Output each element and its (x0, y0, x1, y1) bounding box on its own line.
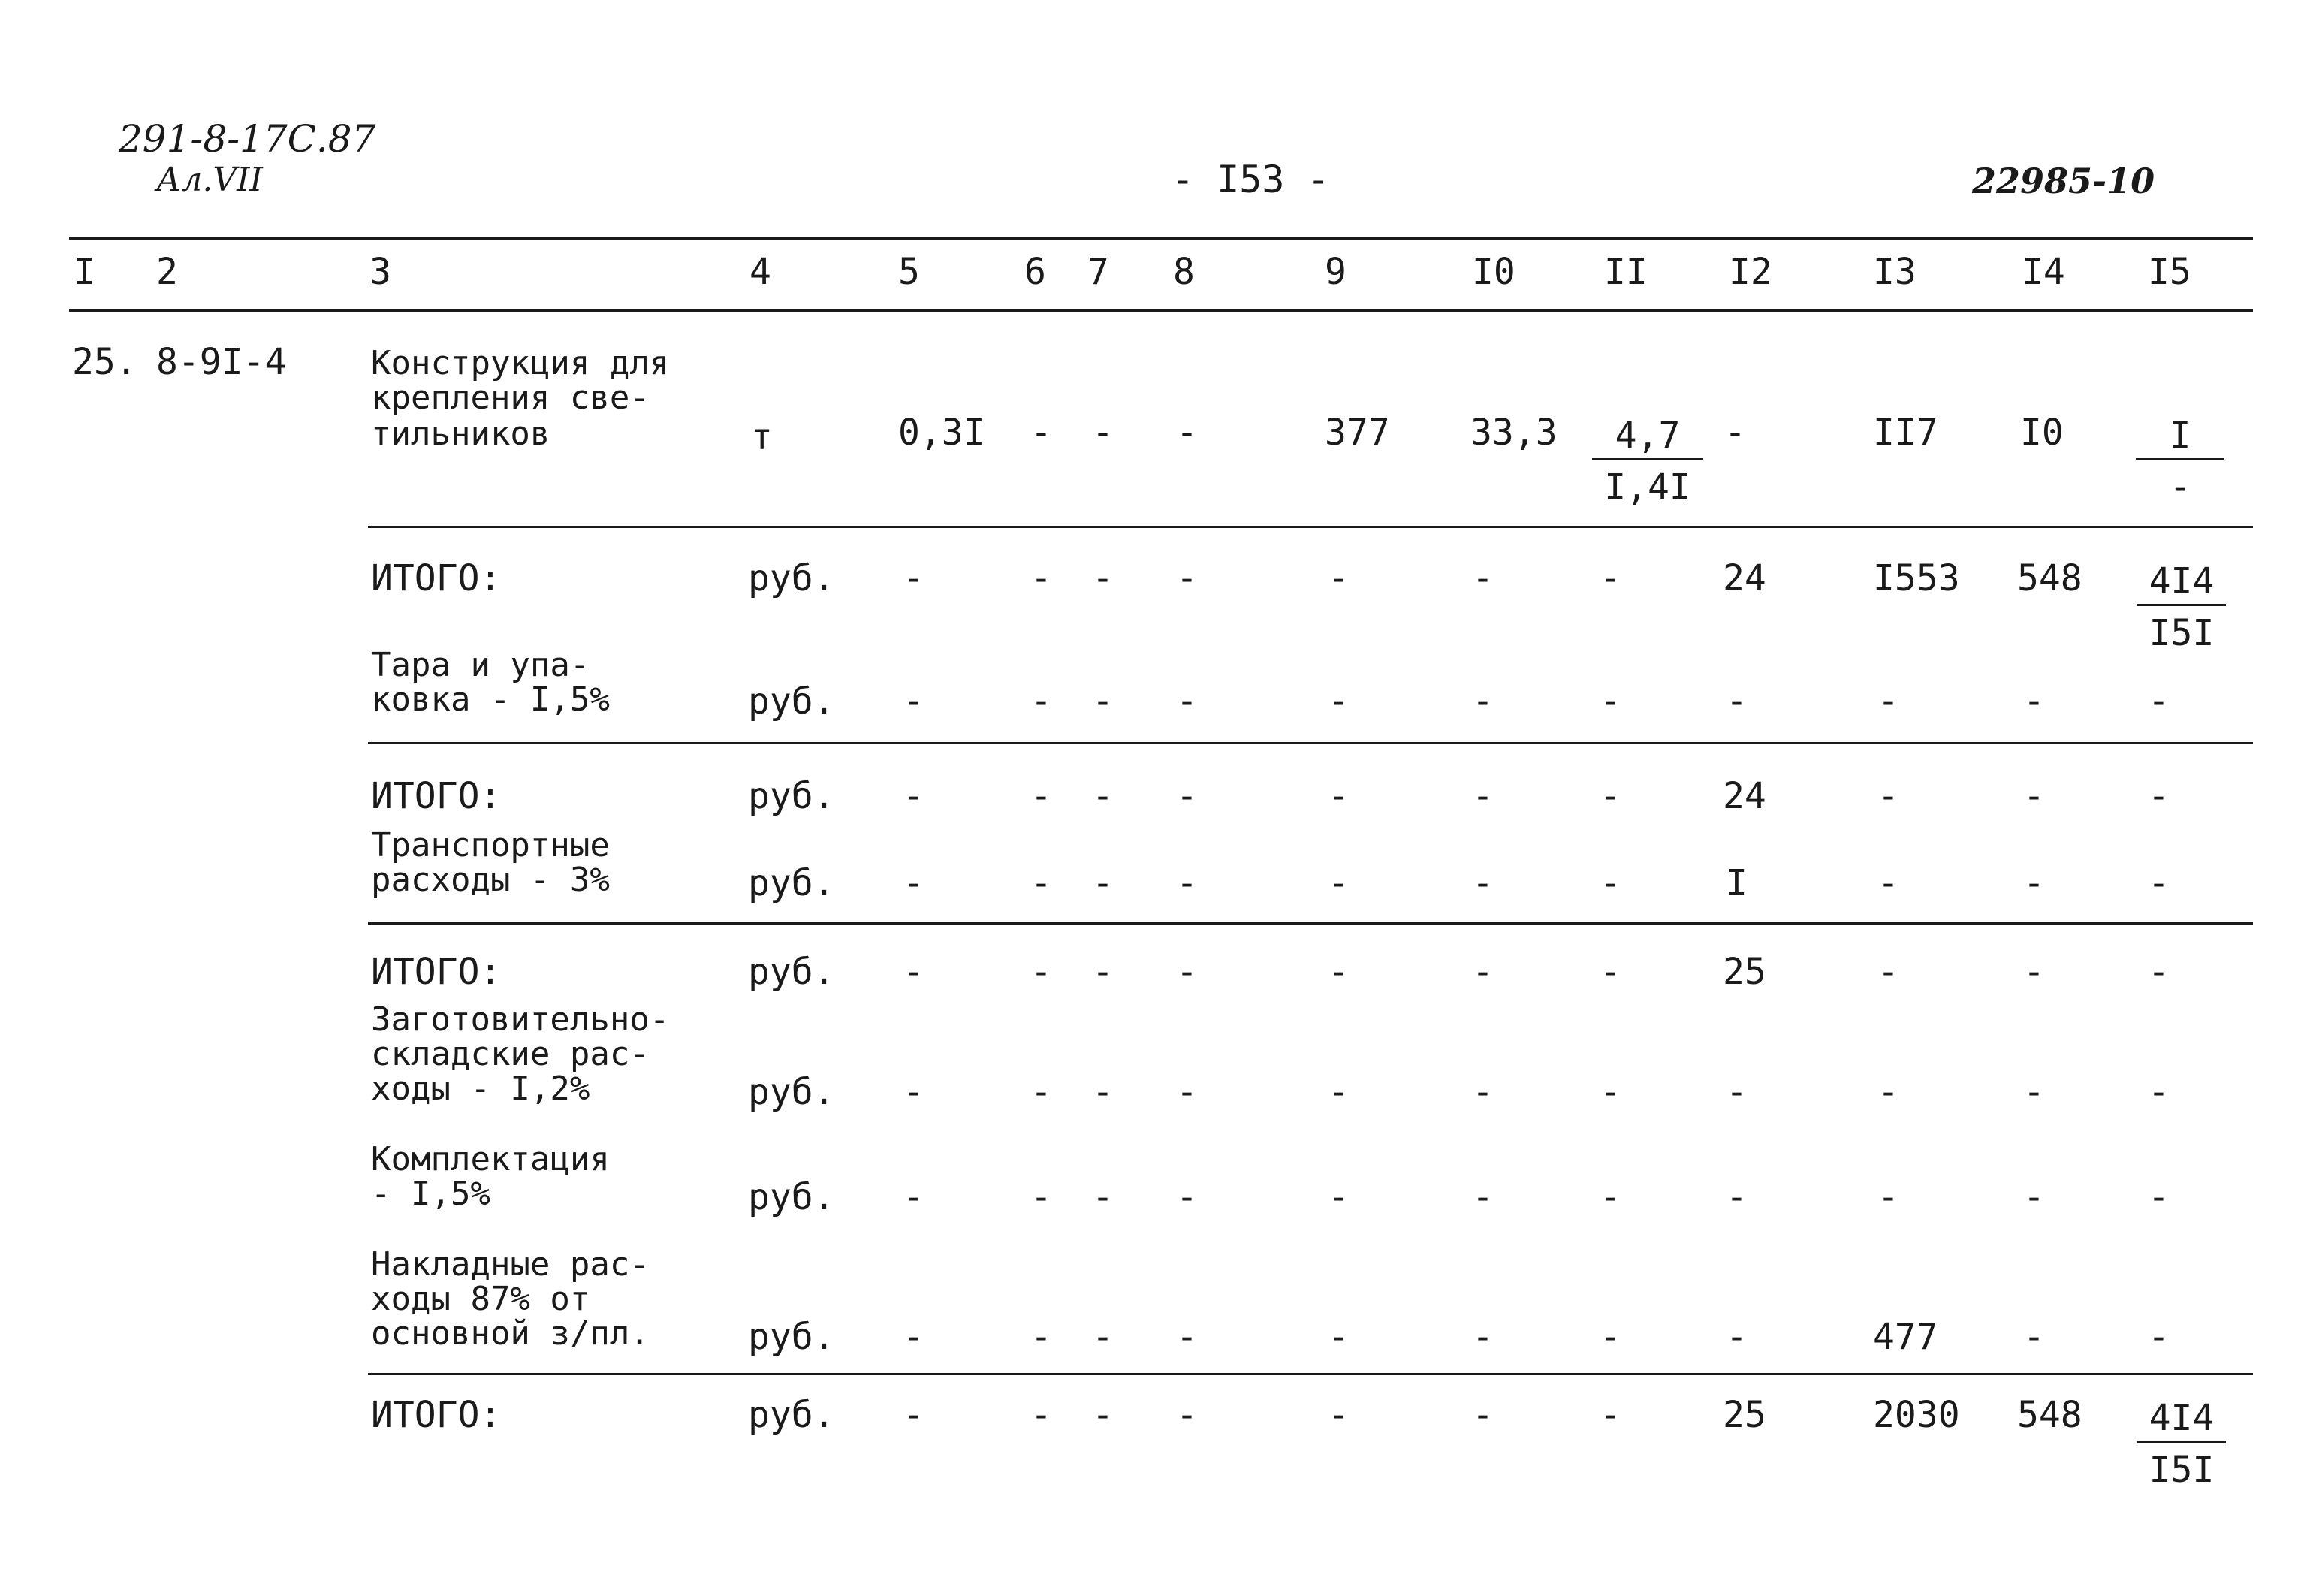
row-label-line: Тара и упа- (371, 646, 590, 684)
cell-dash: - (1328, 1394, 1350, 1436)
column-header: 8 (1173, 251, 1195, 293)
fraction-numerator: 4I4 (2137, 1397, 2226, 1443)
cell-dash: - (1092, 680, 1114, 723)
top-rule (69, 237, 2253, 240)
cell-dash: - (1092, 775, 1114, 817)
row-label-line: ходы 87% от (371, 1280, 590, 1318)
cell-dash: - (1328, 775, 1350, 817)
cell-dash: - (1176, 862, 1198, 904)
row-rule (368, 526, 2253, 528)
fraction-cell (1592, 415, 1703, 508)
cell-dash: - (903, 1176, 924, 1218)
cell-dash: - (1472, 1316, 1494, 1358)
cell-value: II7 (1873, 412, 1938, 454)
cell-dash: - (1600, 951, 1621, 993)
cell-dash: - (1030, 412, 1052, 454)
cell-dash: - (1724, 412, 1746, 454)
cell-dash: - (1030, 1071, 1052, 1113)
cell-dash: - (1176, 775, 1198, 817)
cell-dash: - (903, 1316, 924, 1358)
column-header: I4 (2022, 251, 2065, 293)
row-rule (368, 742, 2253, 744)
cell-value: 24 (1723, 775, 1766, 817)
cell-dash: - (2148, 1176, 2170, 1218)
cell-dash: - (2148, 951, 2170, 993)
row-label-line: Транспортные (371, 826, 610, 864)
cell-value: 25 (1723, 951, 1766, 993)
cell-value: 548 (2017, 557, 2082, 599)
item-name-line: Конструкция для (371, 344, 670, 382)
cell-dash: - (1328, 680, 1350, 723)
cell-dash: - (1877, 775, 1899, 817)
cell-dash: - (1092, 1316, 1114, 1358)
cell-dash: - (1328, 951, 1350, 993)
cell-dash: - (1176, 951, 1198, 993)
cell-dash: - (903, 862, 924, 904)
cell-dash: - (1600, 1394, 1621, 1436)
cell-dash: - (903, 557, 924, 599)
column-header: I (74, 251, 95, 293)
row-rule (368, 922, 2253, 925)
cell-dash: - (1176, 1316, 1198, 1358)
cell-dash: - (2148, 1071, 2170, 1113)
cell-dash: - (1030, 1176, 1052, 1218)
column-header: 7 (1087, 251, 1109, 293)
cell-dash: - (1176, 1071, 1198, 1113)
cell-dash: - (1328, 862, 1350, 904)
row-unit: руб. (748, 557, 835, 599)
cell-dash: - (1030, 680, 1052, 723)
reference-number: 22985-10 (1972, 161, 2155, 201)
cell-value: 33,3 (1470, 412, 1558, 454)
cell-dash: - (1726, 1176, 1748, 1218)
cell-dash: - (1176, 1176, 1198, 1218)
cell-dash: - (1030, 1394, 1052, 1436)
cell-dash: - (1030, 557, 1052, 599)
cell-dash: - (903, 680, 924, 723)
cell-dash: - (1030, 775, 1052, 817)
cell-dash: - (903, 1071, 924, 1113)
column-header: 6 (1024, 251, 1046, 293)
cell-dash: - (1726, 680, 1748, 723)
column-header: I0 (1472, 251, 1515, 293)
cell-dash: - (1030, 1316, 1052, 1358)
item-unit: т (751, 416, 773, 458)
cell-dash: - (1600, 557, 1621, 599)
cell-dash: - (1472, 557, 1494, 599)
cell-value: I0 (2020, 412, 2064, 454)
cell-dash: - (1600, 1316, 1621, 1358)
fraction-cell (2137, 1397, 2226, 1491)
item-name-line: крепления све- (371, 379, 650, 417)
cell-dash: - (1092, 951, 1114, 993)
cell-value: 477 (1873, 1316, 1938, 1358)
cell-value: 2030 (1873, 1394, 1960, 1436)
fraction-denominator: - (2169, 466, 2191, 508)
cell-value: I (1726, 862, 1748, 904)
cell-dash: - (1472, 1394, 1494, 1436)
row-label-line: ходы - I,2% (371, 1070, 590, 1108)
cell-dash: - (2023, 862, 2045, 904)
cell-value: I553 (1873, 557, 1960, 599)
fraction-cell (2136, 415, 2224, 508)
row-label-line: складские рас- (371, 1035, 650, 1073)
cell-dash: - (1328, 1176, 1350, 1218)
header-bottom-rule (69, 309, 2253, 312)
fraction-numerator: 4I4 (2137, 560, 2226, 606)
column-header: 4 (749, 251, 771, 293)
cell-dash: - (1600, 1071, 1621, 1113)
cell-dash: - (903, 951, 924, 993)
cell-dash: - (1176, 1394, 1198, 1436)
cell-dash: - (1176, 557, 1198, 599)
cell-dash: - (2148, 680, 2170, 723)
item-position: 25. (72, 341, 137, 383)
row-label-line: ковка - I,5% (371, 680, 610, 719)
row-label: ИТОГО: (371, 951, 502, 993)
row-unit: руб. (748, 862, 835, 904)
cell-dash: - (2023, 775, 2045, 817)
row-label-line: Заготовительно- (371, 1000, 670, 1039)
cell-dash: - (1176, 680, 1198, 723)
fraction-numerator: I (2136, 415, 2224, 460)
cell-dash: - (2023, 1071, 2045, 1113)
column-header: I2 (1729, 251, 1772, 293)
row-unit: руб. (748, 1316, 835, 1358)
row-label-line: - I,5% (371, 1175, 490, 1213)
fraction-cell (2137, 560, 2226, 654)
cell-dash: - (1092, 557, 1114, 599)
cell-value: 548 (2017, 1394, 2082, 1436)
album-label: Ал.VII (156, 161, 263, 199)
cell-dash: - (1092, 1176, 1114, 1218)
page-number: - I53 - (1172, 158, 1330, 201)
row-unit: руб. (748, 951, 835, 993)
cell-dash: - (2148, 1316, 2170, 1358)
cell-dash: - (2148, 775, 2170, 817)
cell-dash: - (1328, 1071, 1350, 1113)
column-header: II (1604, 251, 1648, 293)
cell-dash: - (1092, 1071, 1114, 1113)
cell-dash: - (1092, 412, 1114, 454)
fraction-denominator: I5I (2149, 1449, 2215, 1491)
column-header: I5 (2148, 251, 2191, 293)
row-unit: руб. (748, 775, 835, 817)
row-label-line: расходы - 3% (371, 861, 610, 899)
row-label: ИТОГО: (371, 1394, 502, 1436)
row-rule (368, 1373, 2253, 1375)
cell-dash: - (1472, 1071, 1494, 1113)
cell-dash: - (1877, 1176, 1899, 1218)
cell-dash: - (1472, 951, 1494, 993)
cell-dash: - (1092, 1394, 1114, 1436)
row-unit: руб. (748, 1176, 835, 1218)
cell-dash: - (1328, 1316, 1350, 1358)
cell-value: 377 (1325, 412, 1390, 454)
column-header: 2 (156, 251, 178, 293)
cell-dash: - (903, 1394, 924, 1436)
cell-dash: - (2023, 1316, 2045, 1358)
cell-dash: - (1877, 862, 1899, 904)
row-label: ИТОГО: (371, 775, 502, 817)
cell-dash: - (1877, 680, 1899, 723)
fraction-denominator: I,4I (1604, 466, 1691, 508)
cell-value: 25 (1723, 1394, 1766, 1436)
cell-dash: - (2148, 862, 2170, 904)
cell-dash: - (1328, 557, 1350, 599)
cell-dash: - (1472, 680, 1494, 723)
row-unit: руб. (748, 1071, 835, 1113)
cell-dash: - (1726, 1316, 1748, 1358)
cell-dash: - (1877, 1071, 1899, 1113)
item-code: 8-9I-4 (156, 341, 287, 383)
row-label: ИТОГО: (371, 557, 502, 599)
row-label-line: Комплектация (371, 1140, 610, 1178)
cell-dash: - (1472, 775, 1494, 817)
cell-dash: - (1600, 1176, 1621, 1218)
row-unit: руб. (748, 680, 835, 723)
cell-dash: - (2023, 680, 2045, 723)
item-name-line: тильников (371, 415, 550, 453)
cell-dash: - (1176, 412, 1198, 454)
fraction-numerator: 4,7 (1592, 415, 1703, 460)
fraction-denominator: I5I (2149, 612, 2215, 654)
cell-dash: - (2023, 951, 2045, 993)
cell-dash: - (1030, 951, 1052, 993)
cell-dash: - (1030, 862, 1052, 904)
column-header: I3 (1873, 251, 1916, 293)
cell-dash: - (903, 775, 924, 817)
cell-dash: - (1472, 1176, 1494, 1218)
row-unit: руб. (748, 1394, 835, 1436)
cell-dash: - (1600, 862, 1621, 904)
document-code: 291-8-17С.87 (119, 117, 376, 161)
item-quantity: 0,3I (898, 412, 985, 454)
cell-dash: - (1600, 680, 1621, 723)
cell-dash: - (1472, 862, 1494, 904)
column-header: 5 (898, 251, 920, 293)
row-label-line: Накладные рас- (371, 1245, 650, 1284)
cell-dash: - (1877, 951, 1899, 993)
cell-dash: - (1726, 1071, 1748, 1113)
cell-dash: - (2023, 1176, 2045, 1218)
row-label-line: основной з/пл. (371, 1314, 650, 1353)
column-header: 3 (369, 251, 391, 293)
cell-value: 24 (1723, 557, 1766, 599)
column-header: 9 (1325, 251, 1347, 293)
cell-dash: - (1092, 862, 1114, 904)
cell-dash: - (1600, 775, 1621, 817)
